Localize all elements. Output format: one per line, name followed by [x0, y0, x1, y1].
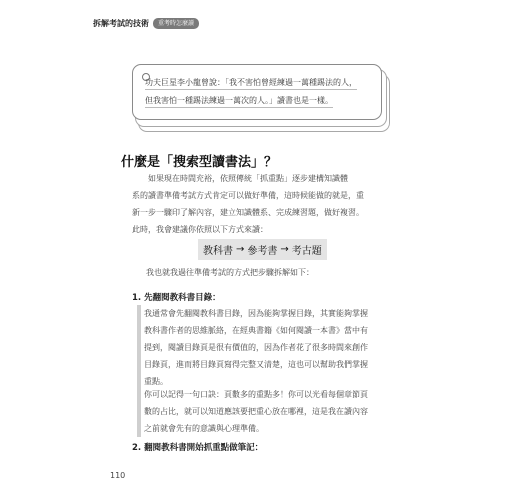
text-line: 我通常會先翻閱教科書目錄，因為能夠掌握目錄，其實能夠掌握: [144, 309, 368, 318]
quote-line: 功夫巨星李小龍曾說：「我不害怕曾經練過一萬種踢法的人，: [145, 78, 357, 90]
section-heading: 什麼是「搜索型讀書法」？: [121, 155, 278, 170]
running-header: [93, 18, 199, 29]
text-line: 你可以記得一句口訣：頁數多的重點多！你可以光看每個章節頁: [144, 390, 368, 399]
step-1-paragraph-1: [137, 305, 416, 390]
text-line: 教科書作者的思維脈絡，在經典書籍《如何閱讀一本書》當中有: [144, 326, 368, 335]
right-arrow-icon: →: [280, 244, 289, 255]
text-line: 目錄頁，進而將目錄頁寫得完整又清楚，這也可以幫助我們掌握: [144, 360, 368, 369]
right-arrow-icon: →: [236, 244, 245, 255]
quote-card-front-sheet: [132, 64, 382, 120]
flow-step-textbook: 教科書: [203, 246, 233, 257]
text-line: 新一步一驟印了解內容，建立知識體系、完成練習題，做好複習。: [132, 208, 364, 217]
text-line: 系的讀書準備考試方式肯定可以做好準備，這時候能做的就是，重: [132, 191, 364, 200]
text-line: 數的占比，就可以知道應該要把重心放在哪裡，這是我在讀內容: [144, 407, 368, 416]
text-line: 此時，我會建議你依照以下方式來讀：: [132, 225, 268, 234]
text-line: 重點。: [144, 377, 168, 386]
step-1-heading: 1. 先翻閱教科書目錄：: [132, 293, 221, 303]
flow-step-past-exams: 考古題: [291, 246, 322, 257]
quote-line: 但我害怕一種踢法練過一萬次的人。」讀書也是一樣。: [145, 96, 333, 108]
flow-step-reference: 參考書: [247, 246, 278, 257]
chapter-badge: 重考時怎麼讀: [153, 18, 199, 29]
step-1-paragraph-2: [137, 386, 416, 437]
text-line: 提到，閱讀目錄頁是很有價值的，因為作者花了很多時間來創作: [144, 343, 368, 352]
intro-paragraph: [132, 170, 402, 238]
text-line: 之前就會先有的意識與心理準備。: [144, 424, 264, 433]
quote-card: [132, 64, 388, 130]
book-title: 拆解考試的技術: [93, 19, 149, 28]
step-2-heading: 2. 翻閱教科書開始抓重點做筆記：: [132, 443, 264, 453]
transition-text: 我也就我過往準備考試的方式把步驟拆解如下：: [146, 268, 314, 277]
page-number: 110: [110, 471, 126, 480]
text-line: 如果現在時間充裕，依照傳統「抓重點」逐步建構知識體: [148, 174, 348, 183]
study-flow-bar: [198, 239, 327, 260]
